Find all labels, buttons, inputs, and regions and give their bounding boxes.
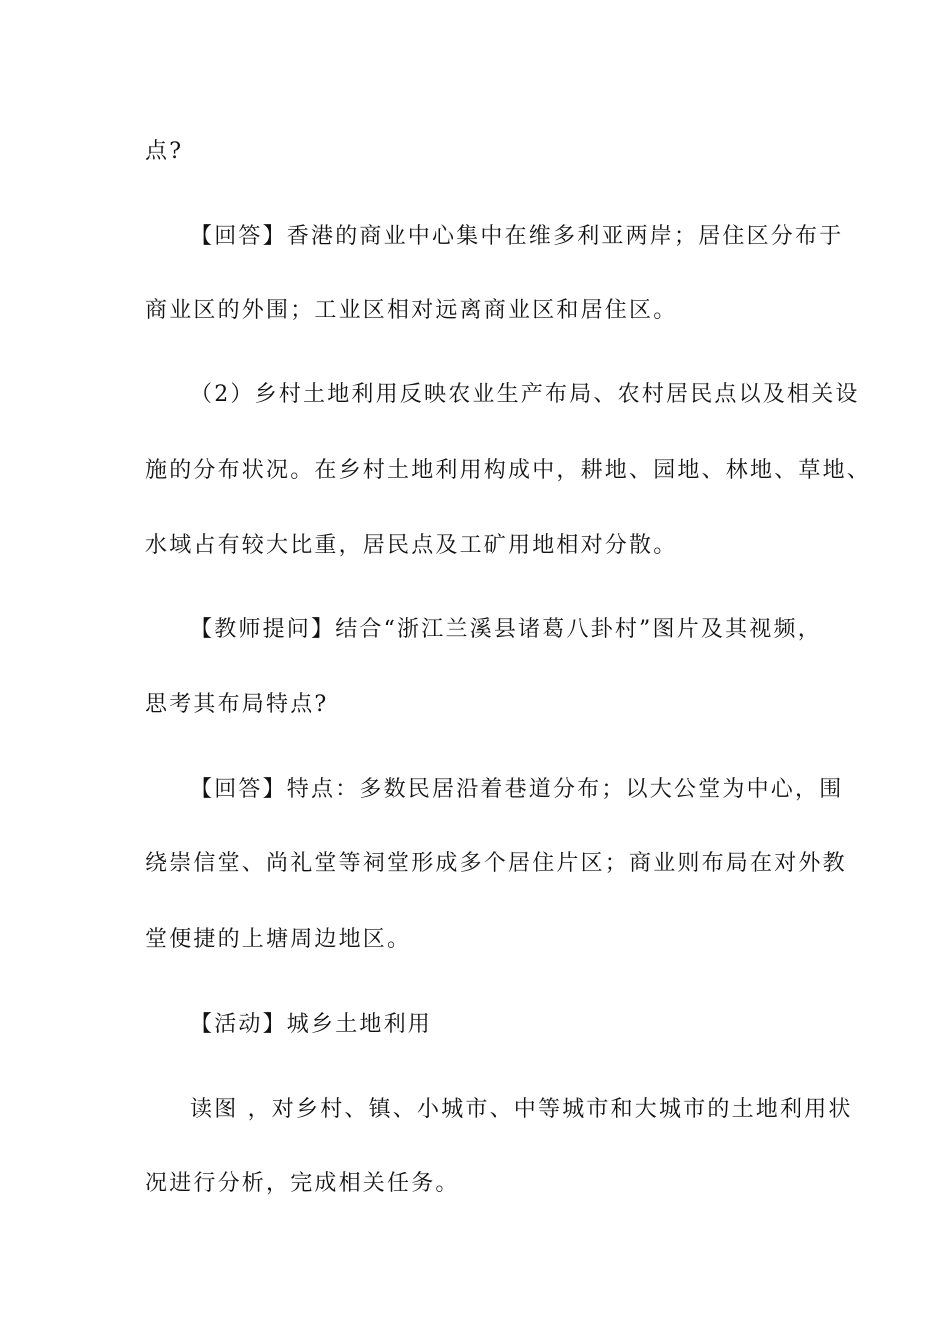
answer-features-line-3: 堂便捷的上塘周边地区。 [145,927,412,952]
activity-task-line-1: 读图 ，对乡村、镇、小城市、中等城市和大城市的土地利用状 [190,1097,853,1122]
activity-task-line-2: 况进行分析，完成相关任务。 [145,1171,460,1196]
answer-features-line-2: 绕崇信堂、尚礼堂等祠堂形成多个居住片区；商业则布局在对外教 [145,851,847,876]
rural-land-paragraph-line-3: 水域占有较大比重，居民点及工矿用地相对分散。 [145,533,678,558]
rural-land-paragraph-line-2: 施的分布状况。在乡村土地利用构成中，耕地、园地、林地、草地、 [145,458,872,483]
answer-features-line-1: 【回答】特点：多数民居沿着巷道分布；以大公堂为中心，围 [190,777,844,802]
teacher-question-line-1: 【教师提问】结合“浙江兰溪县诸葛八卦村”图片及其视频， [190,617,822,642]
teacher-question-line-2: 思考其布局特点? [145,692,329,717]
answer-paragraph-line-1: 【回答】香港的商业中心集中在维多利亚两岸；居住区分布于 [190,224,844,249]
rural-land-paragraph-line-1: （2）乡村土地利用反映农业生产布局、农村居民点以及相关设 [190,382,860,407]
text-line-continuation: 点? [145,139,184,164]
activity-heading: 【活动】城乡土地利用 [190,1012,433,1037]
answer-paragraph-line-2: 商业区的外围；工业区相对远离商业区和居住区。 [145,298,678,323]
